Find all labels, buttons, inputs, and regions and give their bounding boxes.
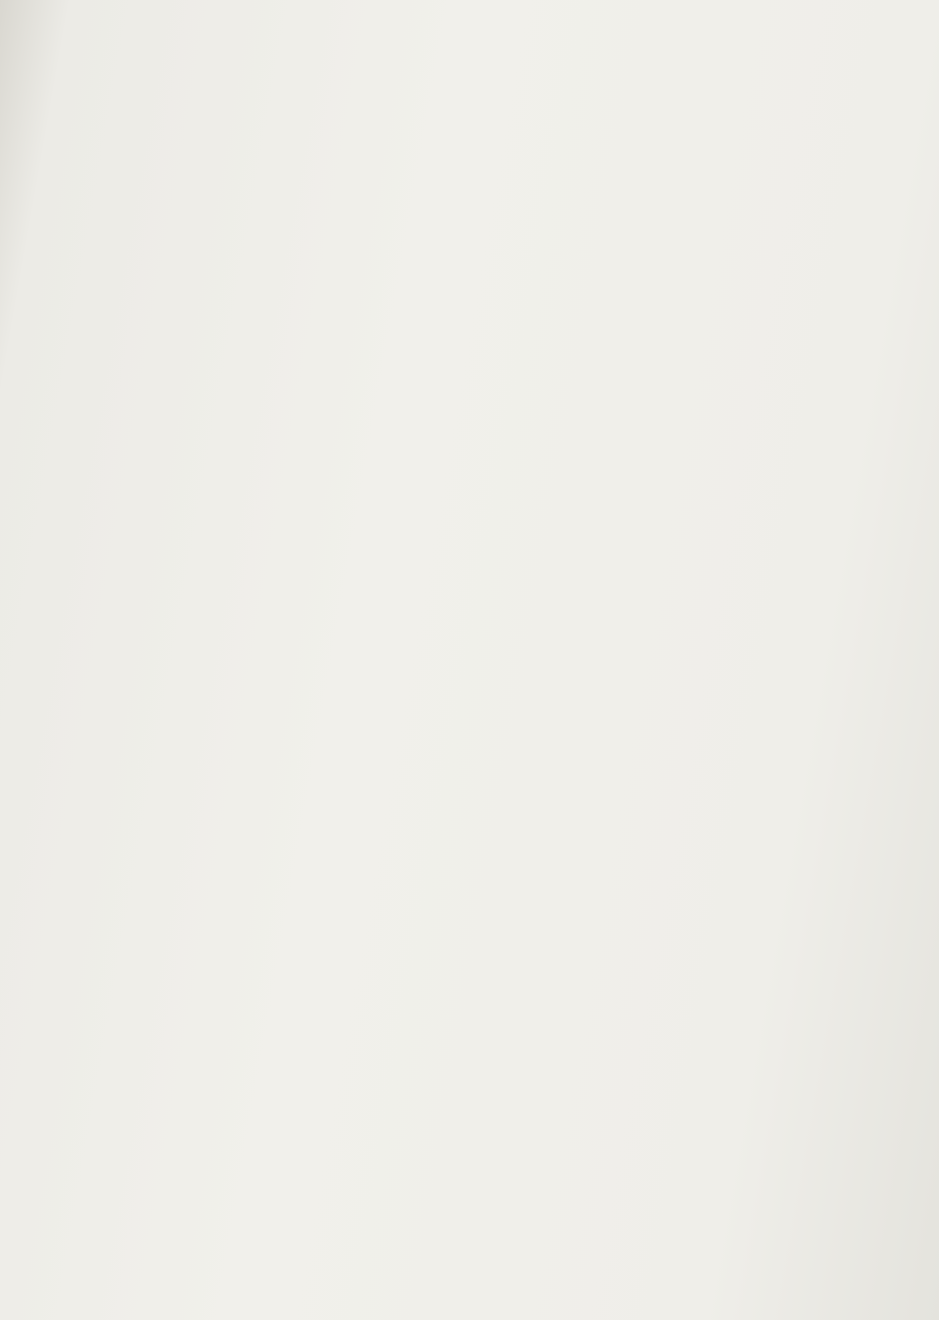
questions-top-block bbox=[1, 0, 938, 50]
